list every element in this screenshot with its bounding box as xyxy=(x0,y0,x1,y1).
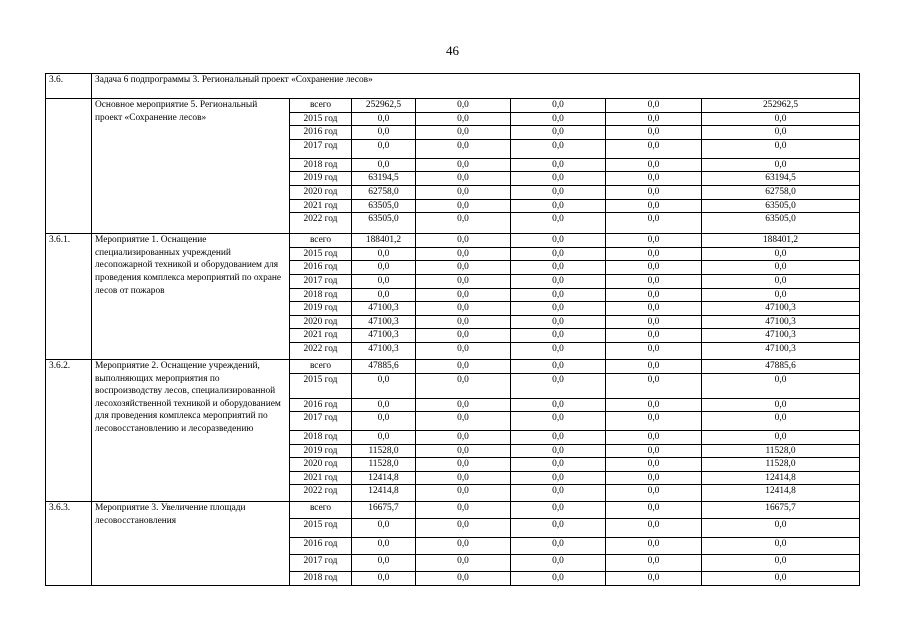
value-cell: 0,0 xyxy=(416,359,511,373)
value-cell: 0,0 xyxy=(416,126,511,140)
value-cell: 252962,5 xyxy=(702,99,860,113)
value-cell: 47100,3 xyxy=(352,302,416,316)
year-cell: 2017 год xyxy=(290,555,352,572)
value-cell: 11528,0 xyxy=(352,458,416,472)
value-cell: 0,0 xyxy=(511,485,606,502)
year-cell: 2020 год xyxy=(290,315,352,329)
value-cell: 0,0 xyxy=(416,572,511,586)
value-cell: 0,0 xyxy=(606,139,702,158)
value-cell: 0,0 xyxy=(416,213,511,234)
section-code: 3.6.3. xyxy=(46,502,92,586)
year-cell: 2015 год xyxy=(290,247,352,261)
value-cell: 0,0 xyxy=(606,302,702,316)
table-row xyxy=(46,502,860,519)
value-cell: 0,0 xyxy=(416,172,511,186)
year-cell: всего xyxy=(290,234,352,248)
value-cell: 47100,3 xyxy=(352,329,416,343)
value-cell: 47885,6 xyxy=(702,359,860,373)
value-cell: 0,0 xyxy=(416,412,511,431)
year-cell: 2016 год xyxy=(290,261,352,275)
value-cell: 0,0 xyxy=(511,458,606,472)
value-cell: 0,0 xyxy=(606,359,702,373)
value-cell: 0,0 xyxy=(511,172,606,186)
value-cell: 0,0 xyxy=(511,471,606,485)
value-cell: 63505,0 xyxy=(352,199,416,213)
value-cell: 0,0 xyxy=(702,431,860,445)
value-cell: 0,0 xyxy=(606,342,702,359)
value-cell: 0,0 xyxy=(606,412,702,431)
value-cell: 0,0 xyxy=(511,555,606,572)
table-row xyxy=(46,359,860,373)
value-cell: 0,0 xyxy=(702,538,860,555)
value-cell: 0,0 xyxy=(352,373,416,398)
value-cell: 0,0 xyxy=(606,99,702,113)
year-cell: 2017 год xyxy=(290,274,352,288)
value-cell: 0,0 xyxy=(511,158,606,172)
table-row xyxy=(46,99,860,113)
value-cell: 0,0 xyxy=(416,199,511,213)
value-cell: 0,0 xyxy=(606,431,702,445)
value-cell: 12414,8 xyxy=(352,471,416,485)
value-cell: 0,0 xyxy=(416,519,511,538)
year-cell: 2016 год xyxy=(290,126,352,140)
value-cell: 0,0 xyxy=(352,431,416,445)
value-cell: 0,0 xyxy=(702,519,860,538)
value-cell: 62758,0 xyxy=(702,185,860,199)
value-cell: 0,0 xyxy=(702,261,860,275)
section-name: Основное мероприятие 5. Региональный проект «Сохранение лесов» xyxy=(92,99,290,234)
year-cell: 2019 год xyxy=(290,444,352,458)
value-cell: 47100,3 xyxy=(352,342,416,359)
year-cell: всего xyxy=(290,99,352,113)
year-cell: 2021 год xyxy=(290,471,352,485)
value-cell: 0,0 xyxy=(702,158,860,172)
value-cell: 0,0 xyxy=(511,274,606,288)
value-cell: 0,0 xyxy=(511,315,606,329)
task-row xyxy=(46,74,860,99)
value-cell: 0,0 xyxy=(511,502,606,519)
section-code: 3.6.2. xyxy=(46,359,92,502)
value-cell: 0,0 xyxy=(702,126,860,140)
value-cell: 0,0 xyxy=(511,519,606,538)
value-cell: 0,0 xyxy=(606,398,702,412)
value-cell: 0,0 xyxy=(416,458,511,472)
year-cell: 2018 год xyxy=(290,288,352,302)
value-cell: 0,0 xyxy=(416,398,511,412)
value-cell: 0,0 xyxy=(416,112,511,126)
table-row xyxy=(46,234,860,248)
value-cell: 11528,0 xyxy=(702,458,860,472)
year-cell: 2018 год xyxy=(290,572,352,586)
value-cell: 0,0 xyxy=(606,213,702,234)
value-cell: 0,0 xyxy=(606,329,702,343)
value-cell: 0,0 xyxy=(511,99,606,113)
value-cell: 12414,8 xyxy=(702,471,860,485)
value-cell: 0,0 xyxy=(416,247,511,261)
section-name: Мероприятие 3. Увеличение площади лесовосстановления xyxy=(92,502,290,586)
value-cell: 47100,3 xyxy=(702,302,860,316)
value-cell: 0,0 xyxy=(511,261,606,275)
value-cell: 0,0 xyxy=(416,158,511,172)
funding-table xyxy=(45,73,860,586)
value-cell: 0,0 xyxy=(606,158,702,172)
value-cell: 0,0 xyxy=(511,373,606,398)
year-cell: 2017 год xyxy=(290,139,352,158)
value-cell: 0,0 xyxy=(511,538,606,555)
year-cell: 2022 год xyxy=(290,342,352,359)
value-cell: 0,0 xyxy=(352,538,416,555)
value-cell: 0,0 xyxy=(702,412,860,431)
year-cell: 2019 год xyxy=(290,302,352,316)
value-cell: 0,0 xyxy=(511,185,606,199)
value-cell: 0,0 xyxy=(702,274,860,288)
value-cell: 0,0 xyxy=(606,471,702,485)
year-cell: 2015 год xyxy=(290,373,352,398)
value-cell: 0,0 xyxy=(606,444,702,458)
value-cell: 0,0 xyxy=(352,274,416,288)
value-cell: 47885,6 xyxy=(352,359,416,373)
value-cell: 0,0 xyxy=(352,288,416,302)
year-cell: 2022 год xyxy=(290,213,352,234)
value-cell: 16675,7 xyxy=(352,502,416,519)
value-cell: 0,0 xyxy=(606,112,702,126)
value-cell: 0,0 xyxy=(606,274,702,288)
value-cell: 0,0 xyxy=(416,373,511,398)
task-code: 3.6. xyxy=(46,74,92,99)
value-cell: 0,0 xyxy=(416,555,511,572)
value-cell: 0,0 xyxy=(511,342,606,359)
task-title: Задача 6 подпрограммы 3. Региональный проект «Сохранение лесов» xyxy=(92,74,860,99)
year-cell: 2021 год xyxy=(290,199,352,213)
value-cell: 0,0 xyxy=(352,572,416,586)
value-cell: 0,0 xyxy=(416,444,511,458)
section-code xyxy=(46,99,92,234)
value-cell: 0,0 xyxy=(606,373,702,398)
value-cell: 11528,0 xyxy=(702,444,860,458)
value-cell: 0,0 xyxy=(511,126,606,140)
value-cell: 0,0 xyxy=(702,398,860,412)
page-number: 46 xyxy=(446,43,459,58)
value-cell: 0,0 xyxy=(511,359,606,373)
value-cell: 11528,0 xyxy=(352,444,416,458)
value-cell: 0,0 xyxy=(606,502,702,519)
year-cell: 2020 год xyxy=(290,458,352,472)
year-cell: 2019 год xyxy=(290,172,352,186)
value-cell: 63194,5 xyxy=(702,172,860,186)
value-cell: 63505,0 xyxy=(702,213,860,234)
value-cell: 0,0 xyxy=(511,247,606,261)
value-cell: 63194,5 xyxy=(352,172,416,186)
value-cell: 188401,2 xyxy=(352,234,416,248)
value-cell: 0,0 xyxy=(606,247,702,261)
value-cell: 0,0 xyxy=(702,555,860,572)
value-cell: 0,0 xyxy=(702,112,860,126)
year-cell: 2018 год xyxy=(290,158,352,172)
value-cell: 188401,2 xyxy=(702,234,860,248)
value-cell: 12414,8 xyxy=(352,485,416,502)
value-cell: 0,0 xyxy=(511,444,606,458)
section-name: Мероприятие 1. Оснащение специализированных учреждений лесопожарной техникой и оборудованием для проведения комплекса мероприятий по охране лесов от пожаров xyxy=(92,234,290,360)
value-cell: 62758,0 xyxy=(352,185,416,199)
value-cell: 0,0 xyxy=(352,261,416,275)
value-cell: 0,0 xyxy=(511,329,606,343)
year-cell: 2022 год xyxy=(290,485,352,502)
year-cell: 2015 год xyxy=(290,112,352,126)
value-cell: 0,0 xyxy=(606,519,702,538)
value-cell: 0,0 xyxy=(352,412,416,431)
value-cell: 0,0 xyxy=(511,234,606,248)
value-cell: 0,0 xyxy=(416,538,511,555)
value-cell: 0,0 xyxy=(352,112,416,126)
value-cell: 47100,3 xyxy=(352,315,416,329)
section-code: 3.6.1. xyxy=(46,234,92,360)
value-cell: 0,0 xyxy=(702,288,860,302)
value-cell: 0,0 xyxy=(511,431,606,445)
value-cell: 0,0 xyxy=(511,398,606,412)
value-cell: 0,0 xyxy=(606,261,702,275)
value-cell: 0,0 xyxy=(416,329,511,343)
value-cell: 252962,5 xyxy=(352,99,416,113)
value-cell: 0,0 xyxy=(606,288,702,302)
value-cell: 0,0 xyxy=(511,412,606,431)
value-cell: 0,0 xyxy=(606,485,702,502)
value-cell: 0,0 xyxy=(606,572,702,586)
year-cell: 2020 год xyxy=(290,185,352,199)
value-cell: 0,0 xyxy=(702,572,860,586)
value-cell: 12414,8 xyxy=(702,485,860,502)
value-cell: 0,0 xyxy=(511,112,606,126)
value-cell: 0,0 xyxy=(511,302,606,316)
value-cell: 0,0 xyxy=(606,185,702,199)
value-cell: 0,0 xyxy=(702,139,860,158)
year-cell: 2015 год xyxy=(290,519,352,538)
value-cell: 0,0 xyxy=(606,458,702,472)
value-cell: 0,0 xyxy=(511,572,606,586)
value-cell: 0,0 xyxy=(416,99,511,113)
value-cell: 0,0 xyxy=(416,342,511,359)
value-cell: 0,0 xyxy=(606,538,702,555)
value-cell: 0,0 xyxy=(416,431,511,445)
year-cell: 2016 год xyxy=(290,538,352,555)
year-cell: всего xyxy=(290,359,352,373)
value-cell: 0,0 xyxy=(416,139,511,158)
year-cell: 2021 год xyxy=(290,329,352,343)
value-cell: 0,0 xyxy=(352,398,416,412)
value-cell: 47100,3 xyxy=(702,315,860,329)
value-cell: 0,0 xyxy=(416,485,511,502)
value-cell: 0,0 xyxy=(416,315,511,329)
value-cell: 0,0 xyxy=(352,139,416,158)
value-cell: 0,0 xyxy=(352,158,416,172)
value-cell: 63505,0 xyxy=(702,199,860,213)
value-cell: 0,0 xyxy=(606,172,702,186)
value-cell: 0,0 xyxy=(352,247,416,261)
value-cell: 16675,7 xyxy=(702,502,860,519)
value-cell: 0,0 xyxy=(416,185,511,199)
value-cell: 0,0 xyxy=(511,199,606,213)
value-cell: 0,0 xyxy=(702,373,860,398)
value-cell: 0,0 xyxy=(511,288,606,302)
value-cell: 0,0 xyxy=(416,261,511,275)
value-cell: 0,0 xyxy=(352,519,416,538)
value-cell: 0,0 xyxy=(416,302,511,316)
value-cell: 0,0 xyxy=(416,234,511,248)
value-cell: 63505,0 xyxy=(352,213,416,234)
value-cell: 0,0 xyxy=(606,126,702,140)
value-cell: 0,0 xyxy=(606,234,702,248)
year-cell: 2016 год xyxy=(290,398,352,412)
value-cell: 0,0 xyxy=(606,315,702,329)
value-cell: 0,0 xyxy=(416,502,511,519)
value-cell: 47100,3 xyxy=(702,329,860,343)
value-cell: 0,0 xyxy=(511,213,606,234)
year-cell: всего xyxy=(290,502,352,519)
value-cell: 0,0 xyxy=(606,199,702,213)
value-cell: 0,0 xyxy=(416,288,511,302)
value-cell: 47100,3 xyxy=(702,342,860,359)
section-name: Мероприятие 2. Оснащение учреждений, выполняющих мероприятия по воспроизводству лесов, специализированной лесохозяйственной техникой и оборудованием для проведения комплекса мероприятий по лесовосстановлению и лесоразведению xyxy=(92,359,290,502)
value-cell: 0,0 xyxy=(416,274,511,288)
value-cell: 0,0 xyxy=(702,247,860,261)
value-cell: 0,0 xyxy=(416,471,511,485)
value-cell: 0,0 xyxy=(352,126,416,140)
year-cell: 2018 год xyxy=(290,431,352,445)
year-cell: 2017 год xyxy=(290,412,352,431)
value-cell: 0,0 xyxy=(606,555,702,572)
value-cell: 0,0 xyxy=(511,139,606,158)
value-cell: 0,0 xyxy=(352,555,416,572)
